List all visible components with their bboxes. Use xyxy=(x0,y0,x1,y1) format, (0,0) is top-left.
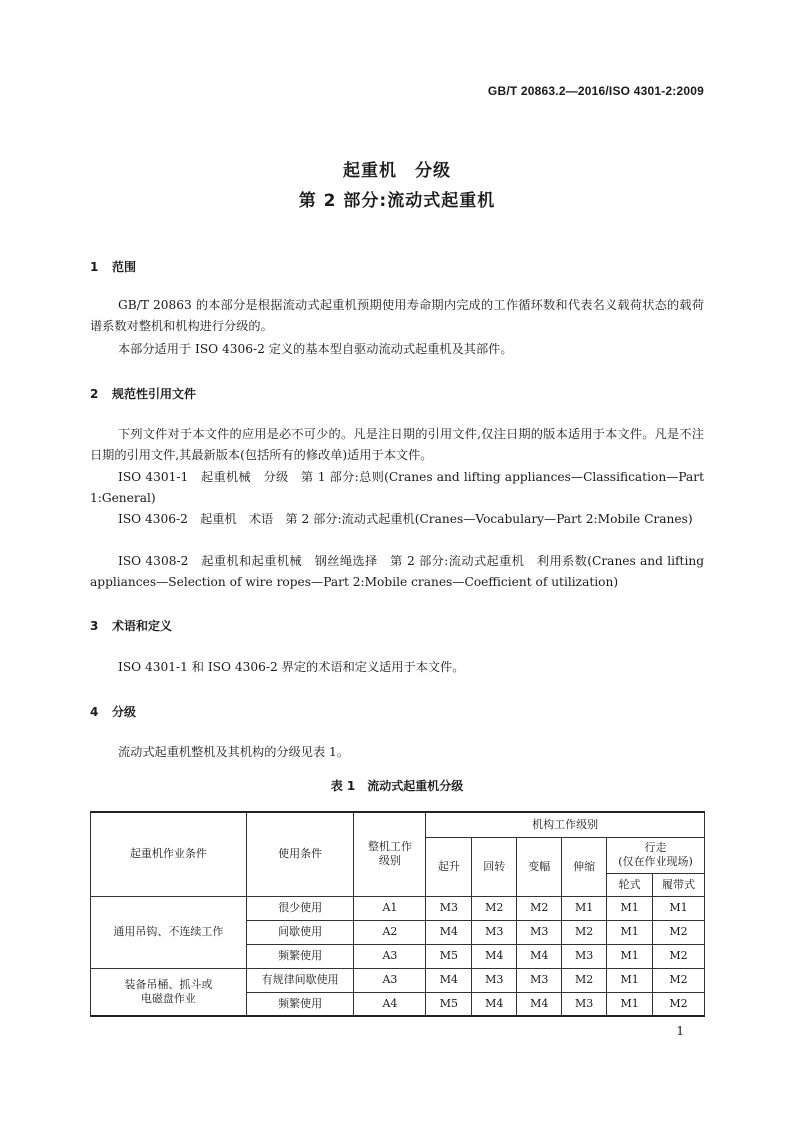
table-cell: M1 xyxy=(653,896,705,920)
header-travel xyxy=(607,837,705,873)
table-cell: M5 xyxy=(426,944,472,968)
table-cell: M4 xyxy=(517,944,562,968)
table-cell: M2 xyxy=(517,896,562,920)
table-cell: 频繁使用 xyxy=(246,944,354,968)
table-cell: M1 xyxy=(607,968,653,992)
section-number: 3 xyxy=(90,619,99,633)
section-1-heading xyxy=(90,258,136,275)
classification-table xyxy=(90,811,705,1017)
table-cell: A3 xyxy=(354,944,426,968)
table-cell: M4 xyxy=(426,920,472,944)
section-1-paragraph-1: GB/T 20863 的本部分是根据流动式起重机预期使用寿命期内完成的工作循环数和代表名义载荷状态的载荷谱系数对整机和机构进行分级的。 xyxy=(90,298,704,333)
reference-iso-4308-2: ISO 4308-2 起重机和起重机械 钢丝绳选择 第 2 部分:流动式起重机 利用系数(Cranes and lifting appliances—Selection of wire ropes—Part 2:Mobile cranes—Coefficient of utilization) xyxy=(90,554,704,589)
table-cell: A2 xyxy=(354,920,426,944)
header-whole-grade-l2: 级别 xyxy=(378,854,401,868)
table-cell: M3 xyxy=(472,968,517,992)
table-cell: M2 xyxy=(653,968,705,992)
table-cell: A4 xyxy=(354,992,426,1016)
table-cell: A3 xyxy=(354,968,426,992)
header-luff: 变幅 xyxy=(517,837,562,896)
standard-code: GB/T 20863.2—2016/ISO 4301-2:2009 xyxy=(487,84,704,98)
table-cell: M3 xyxy=(517,920,562,944)
table-cell: 很少使用 xyxy=(246,896,354,920)
page-number: 1 xyxy=(676,1024,684,1038)
table-cell: M2 xyxy=(472,896,517,920)
table-cell: 间歇使用 xyxy=(246,920,354,944)
header-wheel: 轮式 xyxy=(607,873,653,896)
document-title: 起重机 分级 xyxy=(343,161,451,181)
condition-cell xyxy=(91,968,247,1016)
header-hoist: 起升 xyxy=(426,837,472,896)
section-number: 4 xyxy=(90,705,99,719)
table-cell: 有规律间歇使用 xyxy=(246,968,354,992)
table-cell: M2 xyxy=(653,920,705,944)
table-cell: M3 xyxy=(562,992,607,1016)
header-mechanism-group: 机构工作级别 xyxy=(426,812,705,837)
header-usage: 使用条件 xyxy=(246,812,354,896)
header-condition: 起重机作业条件 xyxy=(91,812,247,896)
table-cell: M3 xyxy=(562,944,607,968)
condition-l1: 装备吊桶、抓斗或 xyxy=(124,977,213,991)
table-cell: M3 xyxy=(517,968,562,992)
table-cell: M1 xyxy=(562,896,607,920)
table-row xyxy=(91,968,705,992)
condition-l2: 电磁盘作业 xyxy=(140,991,196,1005)
section-3-heading xyxy=(90,617,172,634)
table-row xyxy=(91,896,705,920)
table-cell: M1 xyxy=(607,920,653,944)
table-cell: M2 xyxy=(653,944,705,968)
section-title: 范围 xyxy=(112,260,137,274)
section-number: 1 xyxy=(90,260,99,274)
table-cell: M1 xyxy=(607,944,653,968)
section-title: 术语和定义 xyxy=(112,619,173,633)
table-cell: A1 xyxy=(354,896,426,920)
header-telescope: 伸缩 xyxy=(562,837,607,896)
section-title: 分级 xyxy=(112,705,137,719)
table-cell: M3 xyxy=(472,920,517,944)
header-whole-grade xyxy=(354,812,426,896)
table-cell: M4 xyxy=(426,968,472,992)
section-1-paragraph-2: 本部分适用于 ISO 4306-2 定义的基本型自驱动流动式起重机及其部件。 xyxy=(118,342,513,356)
condition-cell: 通用吊钩、不连续工作 xyxy=(91,896,247,968)
section-2-heading xyxy=(90,385,196,402)
section-title: 规范性引用文件 xyxy=(112,387,197,401)
table-caption: 表 1 流动式起重机分级 xyxy=(330,779,464,793)
table-cell: M4 xyxy=(517,992,562,1016)
header-travel-l1: 行走 xyxy=(644,841,667,854)
section-2-paragraph-1: 下列文件对于本文件的应用是必不可少的。凡是注日期的引用文件,仅注日期的版本适用于本文件。凡是不注日期的引用文件,其最新版本(包括所有的修改单)适用于本文件。 xyxy=(90,427,704,462)
document-subtitle: 第 2 部分:流动式起重机 xyxy=(298,191,496,211)
table-cell: M1 xyxy=(607,896,653,920)
section-4-heading xyxy=(90,703,136,720)
header-whole-grade-l1: 整机工作 xyxy=(367,840,412,854)
table-cell: M1 xyxy=(607,992,653,1016)
reference-iso-4301-1: ISO 4301-1 起重机械 分级 第 1 部分:总则(Cranes and lifting appliances—Classification—Part 1:General) xyxy=(90,470,704,505)
table-cell: M4 xyxy=(472,944,517,968)
table-cell: M2 xyxy=(562,920,607,944)
table-cell: M2 xyxy=(653,992,705,1016)
table-cell: M4 xyxy=(472,992,517,1016)
section-4-paragraph-1: 流动式起重机整机及其机构的分级见表 1。 xyxy=(118,745,350,759)
header-slew: 回转 xyxy=(472,837,517,896)
section-number: 2 xyxy=(90,387,99,401)
reference-iso-4306-2: ISO 4306-2 起重机 术语 第 2 部分:流动式起重机(Cranes—Vocabulary—Part 2:Mobile Cranes) xyxy=(118,512,693,526)
table-cell: M5 xyxy=(426,992,472,1016)
section-3-paragraph-1: ISO 4301-1 和 ISO 4306-2 界定的术语和定义适用于本文件。 xyxy=(118,660,465,674)
table-cell: M3 xyxy=(426,896,472,920)
table-cell: 频繁使用 xyxy=(246,992,354,1016)
header-travel-l2: (仅在作业现场) xyxy=(618,855,693,868)
header-crawler: 履带式 xyxy=(653,873,705,896)
table-cell: M2 xyxy=(562,968,607,992)
